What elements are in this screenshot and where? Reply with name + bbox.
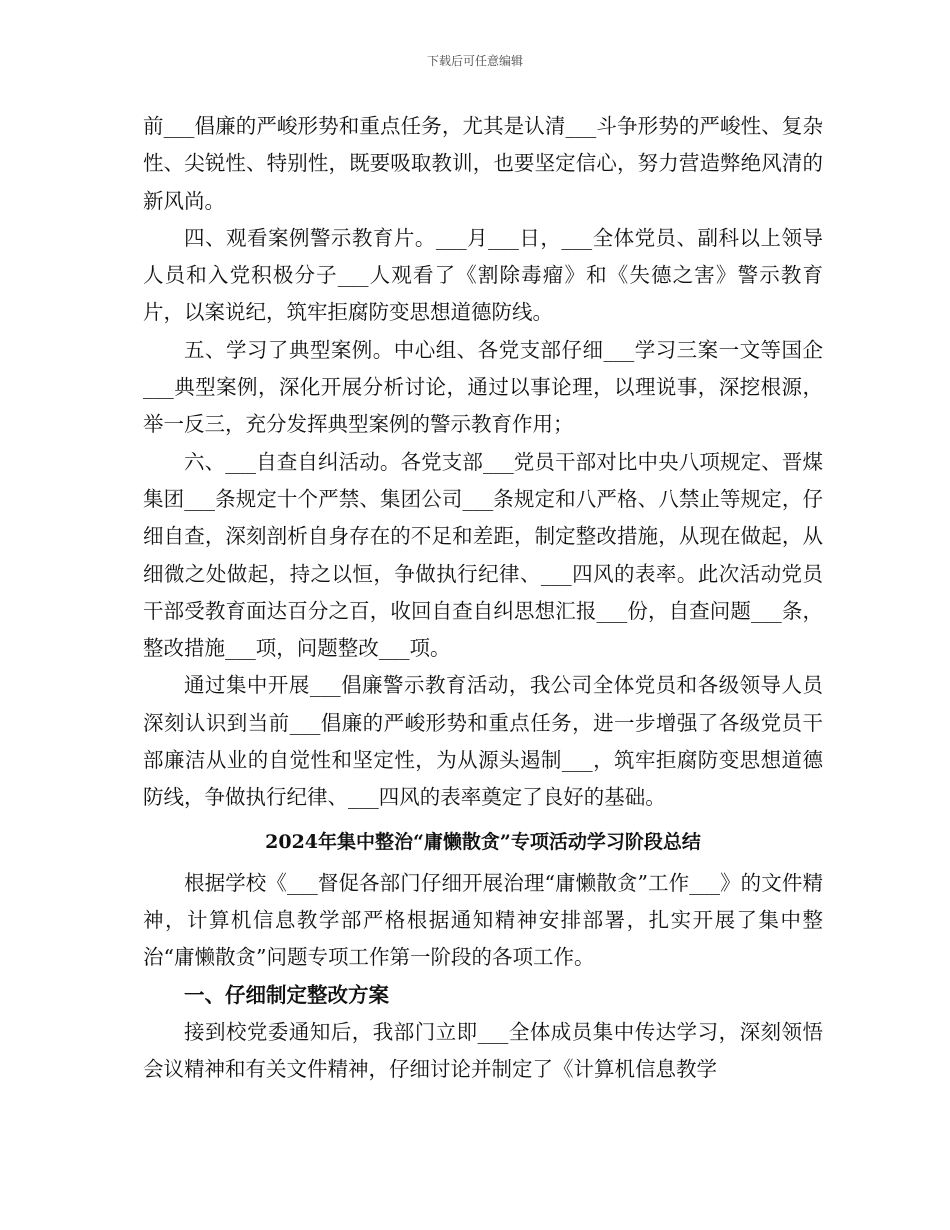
page-header: 下载后可任意编辑 bbox=[426, 54, 523, 68]
paragraph-item-6: 六、___自查自纠活动。各党支部___党员干部对比中央八项规定、晋煤集团___条规定十个严禁、集团公司___条规定和八严格、八禁止等规定，仔细自查，深刻剖析自身存在的不足和差距，制定整改措施，从现在做起，从细微之处做起，持之以恒，争做执行纪律、___四风的表率。此次活动党员干部受教育面达百分之百，收回自查自纠思想汇报___份，自查问题___条，整改措施___项，问题整改___项。 bbox=[143, 449, 823, 661]
paragraph-item-5: 五、学习了典型案例。中心组、各党支部仔细___学习三案一文等国企___典型案例，深化开展分析讨论，通过以事论理，以理说事，深挖根源，举一反三，充分发挥典型案例的警示教育作用； bbox=[143, 337, 823, 437]
paragraph-continuation: 前___倡廉的严峻形势和重点任务，尤其是认清___斗争形势的严峻性、复杂性、尖锐性、特别性，既要吸取教训，也要坚定信心，努力营造弊绝风清的新风尚。 bbox=[143, 114, 823, 213]
paragraph-item-4: 四、观看案例警示教育片。___月___日，___全体党员、副科以上领导人员和入党积极分子___人观看了《割除毒瘤》和《失德之害》警示教育片，以案说纪，筑牢拒腐防变思想道德防线。 bbox=[143, 225, 823, 325]
section-title: 2024年集中整治“庸懒散贪”专项活动学习阶段总结 bbox=[265, 830, 701, 853]
document-body bbox=[143, 108, 823, 1088]
paragraph-conclusion: 通过集中开展___倡廉警示教育活动，我公司全体党员和各级领导人员深刻认识到当前___倡廉的严峻形势和重点任务，进一步增强了各级党员干部廉洁从业的自觉性和坚定性，为从源头遏制___，筑牢拒腐防变思想道德防线，争做执行纪律、___四风的表率奠定了良好的基础。 bbox=[143, 673, 823, 810]
subheading: 一、仔细制定整改方案 bbox=[184, 982, 389, 1007]
paragraph-intro: 根据学校《___督促各部门仔细开展治理“庸懒散贪”工作___》的文件精神，计算机信息教学部严格根据通知精神安排部署，扎实开展了集中整治“庸懒散贪”问题专项工作第一阶段的各项工作。 bbox=[143, 870, 823, 970]
paragraph-body: 接到校党委通知后，我部门立即___全体成员集中传达学习，深刻领悟会议精神和有关文件精神，仔细讨论并制定了《计算机信息教学 bbox=[143, 1019, 823, 1082]
